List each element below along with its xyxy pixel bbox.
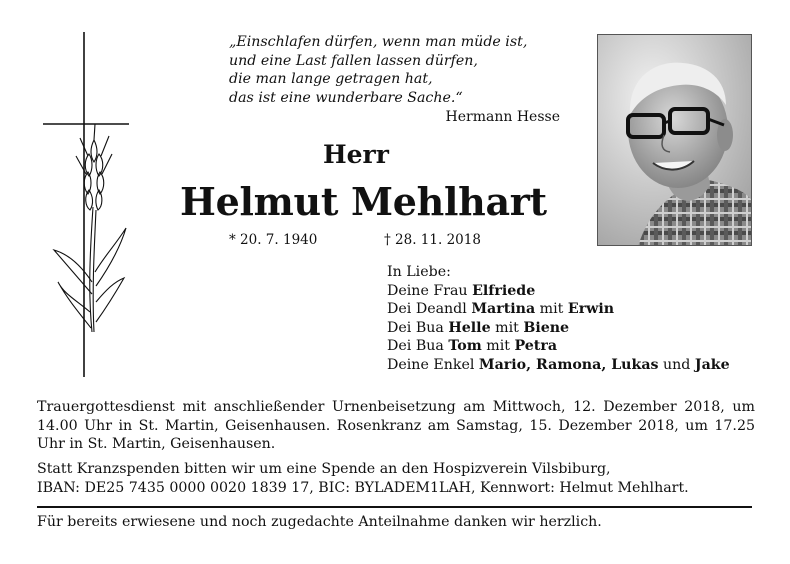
donation-info [37, 460, 755, 497]
list-item [387, 319, 767, 338]
relation-label: Dei Bua [387, 319, 449, 336]
quote-line: „Einschlafen dürfen, wenn man müde ist, [229, 34, 528, 50]
list-item [387, 300, 767, 319]
mourner-name: Jake [694, 356, 730, 373]
connector-text: , [601, 356, 612, 373]
mourner-name: Biene [523, 319, 570, 336]
mourner-name: Helle [448, 319, 491, 336]
quote-line: das ist eine wunderbare Sache.“ [229, 89, 463, 106]
thanks-note: Für bereits erwiesene und noch zugedachte Anteilnahme danken wir herzlich. [37, 514, 602, 530]
donation-line: IBAN: DE25 7435 0000 0020 1839 17, BIC: BYLADEM1LAH, Kennwort: Helmut Mehlhart. [37, 479, 689, 496]
deceased-name: Helmut Mehlhart [180, 179, 547, 224]
connector-text: mit [535, 301, 568, 318]
connector-text: mit [481, 338, 515, 355]
quote-author: Hermann Hesse [445, 109, 560, 125]
relation-label: Dei Bua [387, 338, 449, 355]
death-date: † 28. 11. 2018 [384, 232, 481, 248]
mourners-list [387, 263, 767, 375]
mourner-name: Petra [514, 338, 558, 355]
connector-text: und [658, 356, 695, 373]
portrait-photo [597, 34, 752, 246]
birth-date: * 20. 7. 1940 [229, 232, 318, 248]
relation-label: Deine Frau [387, 282, 473, 299]
list-item [387, 337, 767, 356]
relation-label: Dei Deandl [387, 301, 472, 318]
connector-text: , [526, 356, 537, 373]
cross-with-wheat-icon [40, 32, 140, 377]
list-item [387, 356, 767, 375]
divider [37, 506, 752, 508]
connector-text: mit [490, 319, 524, 336]
list-item [387, 282, 767, 301]
quote [229, 33, 569, 107]
portrait-photo-image [598, 35, 752, 246]
mourner-name: Lukas [611, 356, 659, 373]
mourner-name: Ramona [536, 356, 602, 373]
mourner-name: Mario [478, 356, 527, 373]
quote-line: und eine Last fallen lassen dürfen, [229, 52, 478, 69]
relation-label: Deine Enkel [387, 356, 479, 373]
mourner-name: Erwin [567, 301, 615, 318]
mourner-name: Tom [448, 338, 482, 355]
mourners-intro: In Liebe: [387, 264, 451, 280]
quote-line: die man lange getragen hat, [229, 71, 433, 87]
donation-line: Statt Kranzspenden bitten wir um eine Spende an den Hospizverein Vilsbiburg, [37, 461, 611, 477]
salutation: Herr [323, 140, 389, 169]
mourner-name: Martina [471, 301, 536, 318]
mourner-name: Elfriede [472, 282, 536, 299]
service-info: Trauergottesdienst mit anschließender Urnenbeisetzung am Mittwoch, 12. Dezember 2018, um 14.00 Uhr in St. Martin, Geisenhausen. Rosenkranz am Samstag, 15. Dezember 2018, um 17.25 Uhr in St. Martin, Geisenhausen. [37, 399, 755, 452]
